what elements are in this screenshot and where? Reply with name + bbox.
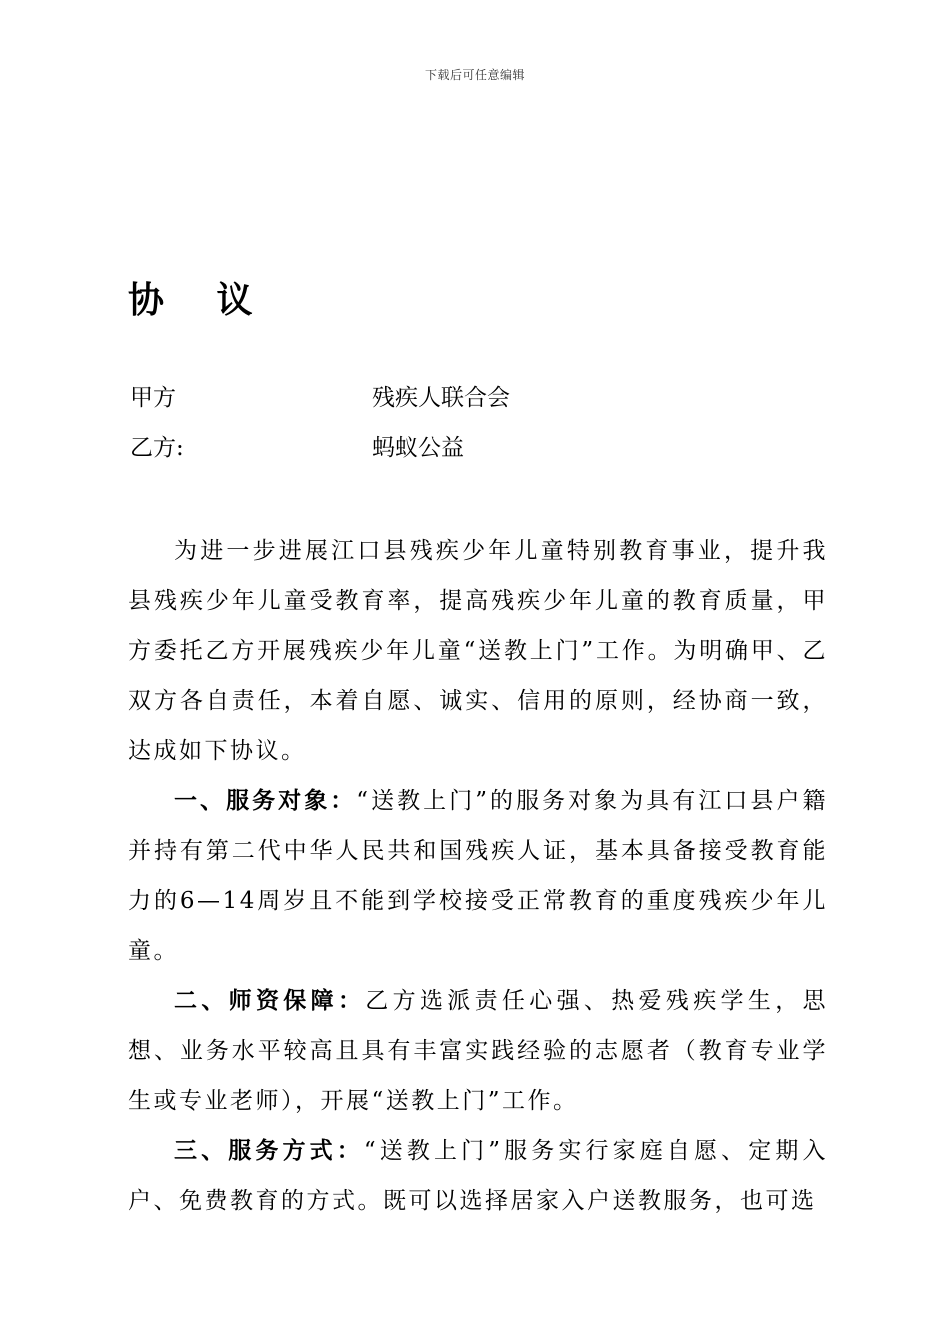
clause-text: “送教上门”服务实行家庭自愿、定期入户、免费教育的方式。既可以选择居家入户送教服务，也可选	[128, 1138, 828, 1214]
party-a-label: 甲方	[130, 385, 176, 411]
clause-heading: 三、服务方式：	[174, 1138, 364, 1164]
clause-service-target	[128, 776, 828, 976]
clause-text: “送教上门”的服务对象为具有江口县户籍并持有第二代中华人民共和国残疾人证，基本具备接受教育能力的6—14周岁且不能到学校接受正常教育的重度残疾少年儿童。	[128, 788, 828, 964]
intro-paragraph: 为进一步进展江口县残疾少年儿童特别教育事业，提升我县残疾少年儿童受教育率，提高残疾少年儿童的教育质量，甲方委托乙方开展残疾少年儿童“送教上门”工作。为明确甲、乙双方各自责任，本着自愿、诚实、信用的原则，经协商一致，达成如下协议。	[128, 538, 828, 764]
clause-teacher-guarantee	[128, 976, 828, 1126]
clause-text: 乙方选派责任心强、热爱残疾学生，思想、业务水平较高且具有丰富实践经验的志愿者（教育专业学生或专业老师），开展“送教上门”工作。	[128, 988, 829, 1114]
party-b-row	[130, 428, 830, 468]
agreement-body	[128, 526, 828, 1226]
clause-heading: 一、服务对象：	[174, 788, 357, 814]
clause-service-method	[128, 1126, 828, 1226]
clause-heading: 二、师资保障：	[174, 988, 366, 1014]
page-header-note: 下载后可任意编辑	[424, 68, 525, 82]
party-a-row	[130, 378, 830, 418]
party-a-name: 残疾人联合会	[372, 385, 510, 411]
party-b-label: 乙方:	[130, 435, 184, 461]
document-title: 协 议	[128, 279, 273, 321]
party-b-name: 蚂蚁公益	[372, 435, 464, 461]
